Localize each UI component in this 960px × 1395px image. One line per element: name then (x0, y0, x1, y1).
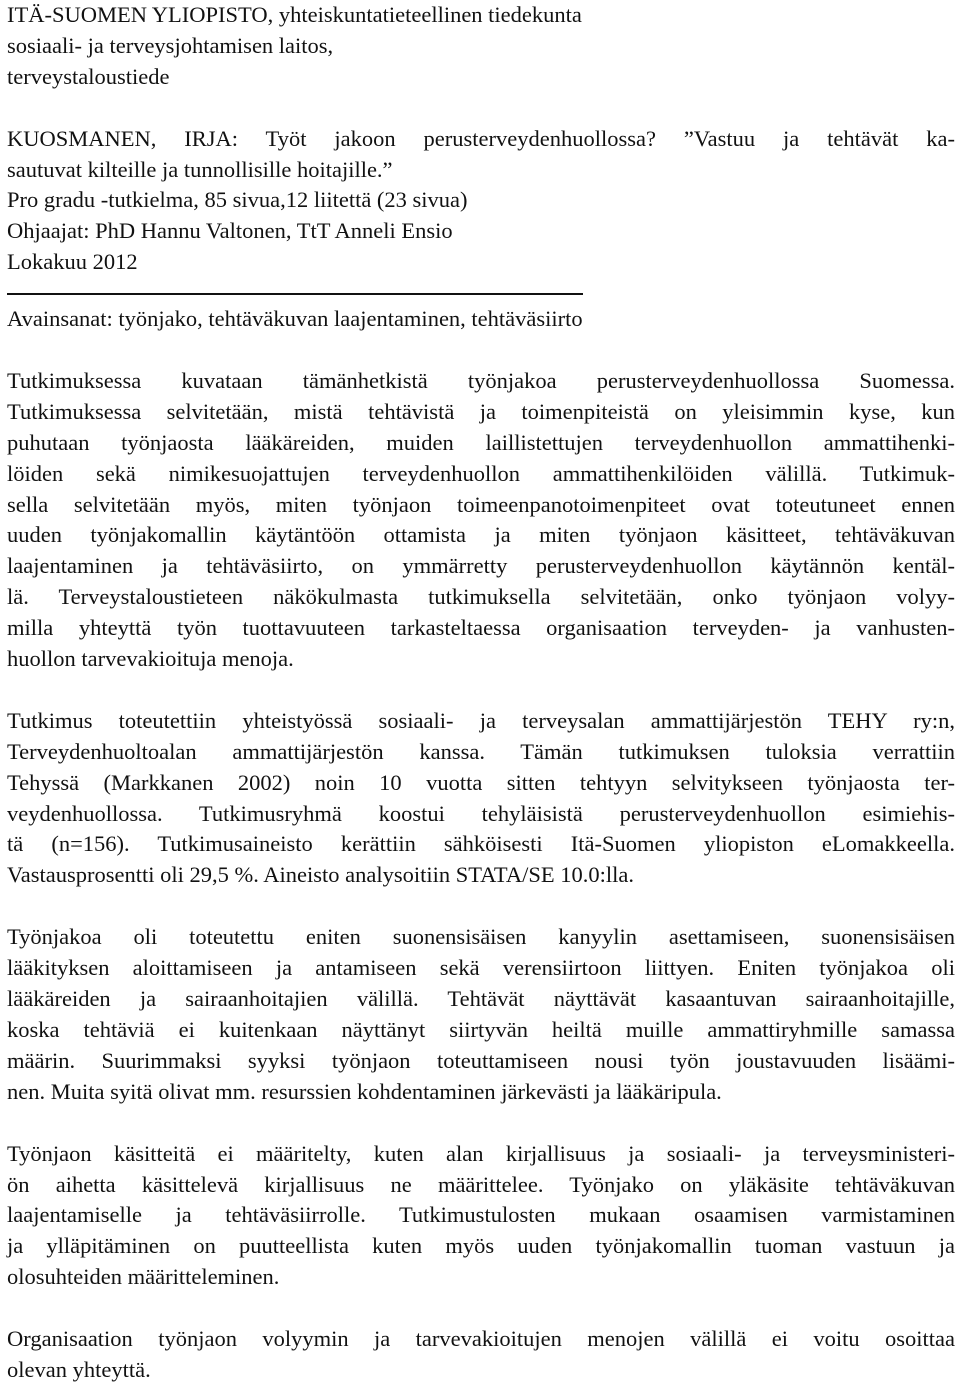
paragraph-line: ön aihetta käsittelevä kirjallisuus ne määrittelee. Työnjako on yläkäsite tehtäväkuvan (7, 1171, 955, 1197)
paragraph-line: löiden sekä nimikesuojattujen terveydenhuollon ammattihenkilöiden välillä. Tutkimuk- (7, 460, 955, 486)
paragraph-4 (7, 1139, 955, 1293)
paragraph-line: milla yhteyttä työn tuottavuuteen tarkasteltaessa organisaation terveyden- ja vanhusten- (7, 615, 955, 641)
paragraph-line: koska tehtäviä ei kuitenkaan näyttänyt siirtyvän heiltä muille ammattiryhmille samassa (7, 1016, 955, 1042)
paragraph-line: Tehyssä (Markkanen 2002) noin 10 vuotta sitten tehtyyn selvitykseen työnjaosta ter- (7, 769, 955, 795)
paragraph-line: määrin. Suurimmaksi syyksi työnjaon toteuttamiseen nousi työn joustavuuden lisäämi- (7, 1047, 955, 1073)
abstract-page (7, 0, 955, 1386)
paragraph-line: Terveydenhuoltoalan ammattijärjestön kanssa. Tämän tutkimuksen tuloksia verrattiin (7, 738, 955, 764)
paragraph-5 (7, 1324, 955, 1386)
date-line: Lokakuu 2012 (7, 249, 138, 275)
thesis-type-line: Pro gradu -tutkielma, 85 sivua,12 liitettä (23 sivua) (7, 187, 468, 213)
paragraph-line: lääkäreiden ja sairaanhoitajien välillä. Tehtävät näyttävät kasaantuvan sairaanhoitajille, (7, 986, 955, 1012)
paragraph-line: huollon tarvevakioituja menoja. (7, 646, 294, 672)
paragraph-3 (7, 922, 955, 1107)
paragraph-line: Vastausprosentti oli 29,5 %. Aineisto analysoitiin STATA/SE 10.0:lla. (7, 862, 634, 888)
paragraph-line: lääkityksen aloittamiseen ja antamiseen sekä verensiirtoon liittyen. Eniten työnjakoa oli (7, 955, 955, 981)
paragraph-line: tä (n=156). Tutkimusaineisto kerättiin sähköisesti Itä-Suomen yliopiston eLomakkeella. (7, 831, 955, 857)
paragraph-2 (7, 706, 955, 891)
paragraph-line: laajentamiselle ja tehtäväsiirrolle. Tutkimustulosten mukaan osaamisen varmistaminen (7, 1202, 955, 1228)
paragraph-line: puhutaan työnjaosta lääkäreiden, muiden laillistettujen terveydenhuollon ammattihenki- (7, 429, 955, 455)
paragraph-line: Tutkimus toteutettiin yhteistyössä sosiaali- ja terveysalan ammattijärjestön TEHY ry:n, (7, 707, 955, 733)
supervisors-line: Ohjaajat: PhD Hannu Valtonen, TtT Anneli Ensio (7, 218, 453, 244)
paragraph-1 (7, 366, 955, 675)
paragraph-line: Tutkimuksessa selvitetään, mistä tehtävistä ja toimenpiteistä on yleisimmin kyse, kun (7, 398, 955, 424)
header-department-line: sosiaali- ja terveysjohtamisen laitos, (7, 32, 334, 58)
paragraph-line: nen. Muita syitä olivat mm. resurssien kohdentaminen järkevästi ja lääkäripula. (7, 1078, 722, 1104)
header-block (7, 0, 955, 93)
paragraph-line: ja ylläpitäminen on puutteellista kuten myös uuden työnjakomallin tuoman vastuun ja (7, 1233, 955, 1259)
paragraph-line: uuden työnjakomallin käytäntöön ottamista ja miten työnjaon käsitteet, tehtäväkuvan (7, 522, 955, 548)
paragraph-line: Työnjakoa oli toteutettu eniten suonensisäisen kanyylin asettamiseen, suonensisäisen (7, 924, 955, 950)
header-subject-line: terveystaloustiede (7, 63, 170, 89)
paragraph-line: olevan yhteyttä. (7, 1356, 151, 1382)
paragraph-line: veydenhuollossa. Tutkimusryhmä koostui tehyläisistä perusterveydenhuollon esimiehis- (7, 800, 955, 826)
paragraph-line: Tutkimuksessa kuvataan tämänhetkistä työnjakoa perusterveydenhuollossa Suomessa. (7, 368, 955, 394)
paragraph-line: laajentaminen ja tehtäväsiirto, on ymmärretty perusterveydenhuollon käytännön kentäl- (7, 553, 955, 579)
paragraph-line: Työnjaon käsitteitä ei määritelty, kuten alan kirjallisuus ja sosiaali- ja terveysministeri- (7, 1140, 955, 1166)
title-block (7, 124, 955, 278)
header-university-line: ITÄ-SUOMEN YLIOPISTO, yhteiskuntatieteellinen tiedekunta (7, 2, 582, 27)
paragraph-line: sella selvitetään myös, miten työnjaon toimeenpanotoimenpiteet ovat toteutuneet ennen (7, 491, 955, 517)
paragraph-line: olosuhteiden määritteleminen. (7, 1264, 280, 1290)
paragraph-line: lä. Terveystaloustieteen näkökulmasta tutkimuksella selvitetään, onko työnjaon volyy- (7, 584, 955, 610)
paragraph-line: Organisaation työnjaon volyymin ja tarvevakioitujen menojen välillä ei voitu osoittaa (7, 1326, 955, 1352)
thesis-title-line-2: sautuvat kilteille ja tunnollisille hoitajille.” (7, 156, 393, 182)
keywords-line: Avainsanat: työnjako, tehtäväkuvan laajentaminen, tehtäväsiirto (7, 306, 583, 332)
thesis-title-line-1: KUOSMANEN, IRJA: Työt jakoon perusterveydenhuollossa? ”Vastuu ja tehtävät ka- (7, 125, 955, 151)
